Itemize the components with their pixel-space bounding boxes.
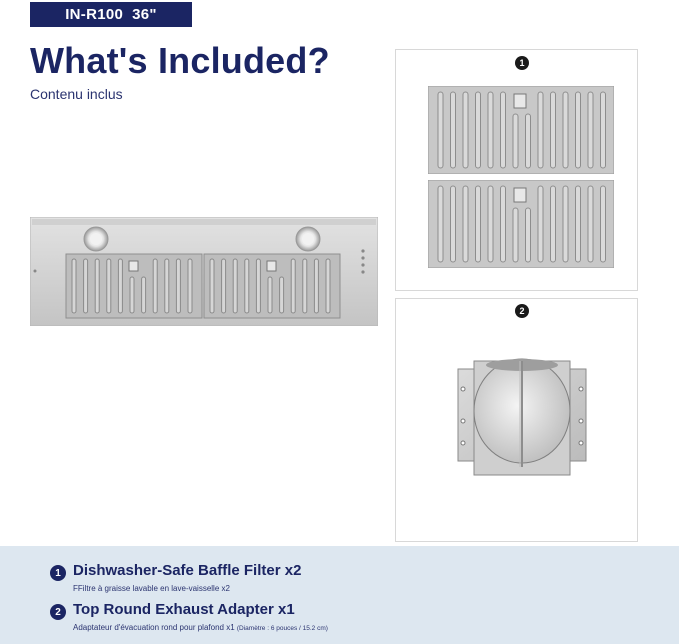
number-two-icon: 2 [515,304,529,318]
number-one-icon: 1 [50,565,66,581]
number-two-icon: 2 [50,604,66,620]
model-badge: IN-R100 36" [30,2,192,27]
item-label: Dishwasher-Safe Baffle Filter x2 [73,562,302,579]
baffle-filter-image-2 [428,180,614,268]
item-label: Top Round Exhaust Adapter x1 [73,601,295,618]
range-hood-image [30,217,378,326]
item-sub-label: FFiltre à graisse lavable en lave-vaisselle x2 [73,584,230,593]
page-title: What's Included? [30,40,330,81]
included-items-list [0,546,679,644]
number-one-icon: 1 [515,56,529,70]
baffle-filter-panel [395,49,638,291]
exhaust-adapter-image [452,349,592,481]
page-subtitle: Contenu inclus [30,86,123,102]
exhaust-adapter-panel [395,298,638,542]
baffle-filter-image-1 [428,86,614,174]
item-sub-label: Adaptateur d'évacuation rond pour plafond x1 (Diamètre : 6 pouces / 15.2 cm) [73,623,328,632]
